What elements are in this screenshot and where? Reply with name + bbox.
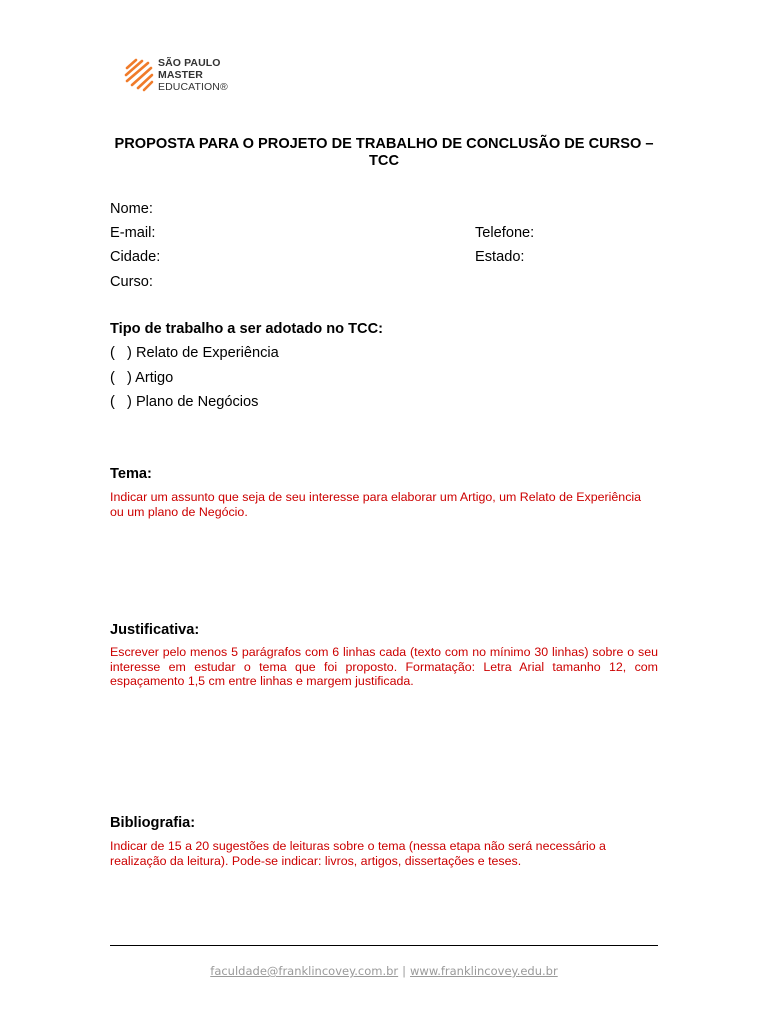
field-cidade: Cidade: [110, 249, 161, 265]
tema-heading: Tema: [110, 466, 152, 482]
footer-email-link[interactable]: faculdade@franklincovey.com.br [210, 964, 399, 978]
option-plano[interactable]: ( ) Plano de Negócios [110, 394, 259, 410]
tema-instruction: Indicar um assunto que seja de seu interesse para elaborar um Artigo, um Relato de Experiência ou um plano de Negócio. [110, 490, 642, 519]
logo-line-3: EDUCATION® [158, 81, 228, 93]
field-curso: Curso: [110, 274, 153, 290]
bibliografia-heading: Bibliografia: [110, 815, 196, 831]
tipo-heading: Tipo de trabalho a ser adotado no TCC: [110, 321, 383, 337]
footer [110, 964, 658, 978]
logo-mark-icon [124, 58, 156, 92]
bibliografia-instruction: Indicar de 15 a 20 sugestões de leituras sobre o tema (nessa etapa não será necessário a realização da leitura). Pode-se indicar: livros, artigos, dissertações e teses. [110, 839, 606, 868]
footer-website-link[interactable]: www.franklincovey.edu.br [410, 964, 558, 978]
footer-separator: | [402, 964, 407, 978]
logo [124, 56, 234, 96]
page-title: PROPOSTA PARA O PROJETO DE TRABALHO DE CONCLUSÃO DE CURSO – TCC [114, 136, 654, 169]
field-email: E-mail: [110, 225, 156, 241]
logo-wordmark [158, 57, 228, 93]
footer-divider [110, 945, 658, 946]
justificativa-heading: Justificativa: [110, 622, 200, 638]
justificativa-instruction: Escrever pelo menos 5 parágrafos com 6 linhas cada (texto com no mínimo 30 linhas) sobre o seu interesse em estudar o tema que foi proposto. Formatação: Letra Arial tamanho 12, com espaçamento 1,5 cm entre linhas e margem justificada. [110, 645, 658, 689]
field-telefone: Telefone: [475, 225, 535, 241]
option-relato[interactable]: ( ) Relato de Experiência [110, 345, 279, 361]
logo-line-2: MASTER [158, 69, 203, 81]
field-nome: Nome: [110, 201, 153, 217]
logo-line-1: SÃO PAULO [158, 57, 221, 69]
option-artigo[interactable]: ( ) Artigo [110, 370, 174, 386]
field-estado: Estado: [475, 249, 525, 265]
